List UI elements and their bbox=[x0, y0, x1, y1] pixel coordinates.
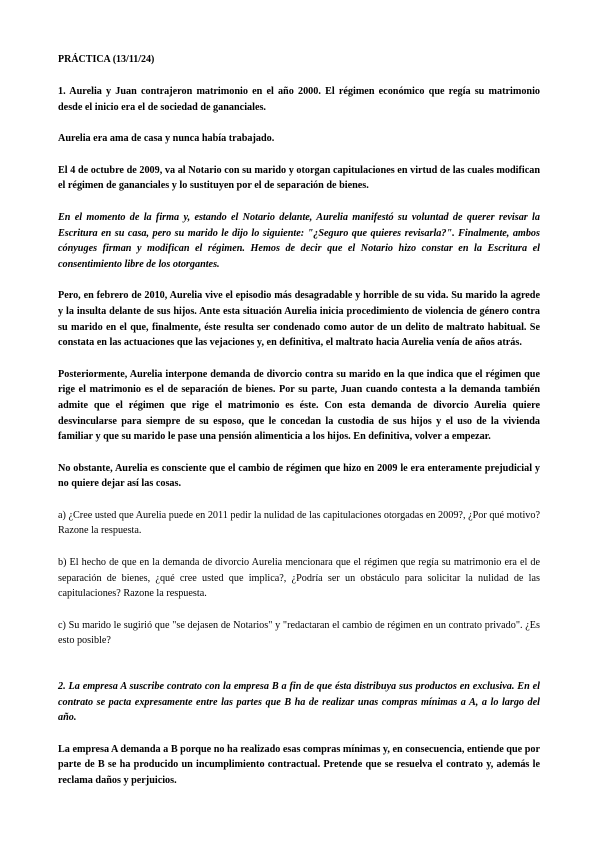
q1-paragraph-5: Pero, en febrero de 2010, Aurelia vive el episodio más desagradable y horrible de su vida. Su marido la agrede y la insulta delante de sus hijos. Ante esta situación Aurelia inicia procedimiento de violencia de género contra su marido en el que, finalmente, éste resulta ser condenado como autor de un delito de maltrato habitual. Se constata en las actuaciones que las vejaciones y, en definitiva, el maltrato hacia Aurelia venía de años atrás. bbox=[58, 290, 540, 349]
q1-paragraph-3: El 4 de octubre de 2009, va al Notario con su marido y otorgan capitulaciones en virtud de las cuales modifican el régimen de gananciales y lo sustituyen por el de separación de bienes. bbox=[58, 164, 540, 192]
q2-intro: 2. La empresa A suscribe contrato con la empresa B a fin de que ésta distribuya sus productos en exclusiva. En el contrato se pacta expresamente entre las partes que B ha de realizar unas compras mínimas a A, a lo largo del año. bbox=[58, 681, 540, 724]
q1-paragraph-7: No obstante, Aurelia es consciente que el cambio de régimen que hizo en 2009 le era enteramente prejudicial y no quiere dejar así las cosas. bbox=[58, 462, 540, 490]
question-b: b) El hecho de que en la demanda de divorcio Aurelia mencionara que el régimen que regía su matrimonio era el de separación de bienes, ¿qué cree usted que implica?, ¿Podría ser un obstáculo para solicitar la nulidad de las capitulaciones? Razone la respuesta. bbox=[58, 557, 540, 600]
question-c: c) Su marido le sugirió que "se dejasen de Notarios" y "redactaran el cambio de régimen en un contrato privado". ¿Es esto posible? bbox=[58, 619, 540, 647]
question-a: a) ¿Cree usted que Aurelia puede en 2011 pedir la nulidad de las capitulaciones otorgadas en 2009?, ¿Por qué motivo? Razone la respuesta. bbox=[58, 509, 540, 537]
q1-intro: 1. Aurelia y Juan contrajeron matrimonio en el año 2000. El régimen económico que regía su matrimonio desde el inicio era el de sociedad de gananciales. bbox=[58, 86, 540, 113]
q1-paragraph-4: En el momento de la firma y, estando el Notario delante, Aurelia manifestó su voluntad de querer revisar la Escritura en su casa, pero su marido le dijo lo siguiente: "¿Seguro que quieres revisarla?". Finalmente, ambos cónyuges firman y modifican el régimen. Hemos de decir que el Notario hizo constar en la Escritura el consentimiento libre de los otorgantes. bbox=[58, 211, 540, 270]
document-title: PRÁCTICA (13/11/24) bbox=[58, 54, 155, 65]
q1-paragraph-6: Posteriormente, Aurelia interpone demanda de divorcio contra su marido en la que indica que el régimen que rige el matrimonio es el de separación de bienes. Por su parte, Juan cuando contesta a la demanda también admite que el régimen que rige el matrimonio es éste. Con esta demanda de divorcio Aurelia quiere desvincularse para siempre de su esposo, que le concedan la custodia de sus hijos y el uso de la vivienda familiar y que su marido le pase una pensión alimenticia a los hijos. En definitiva, volver a empezar. bbox=[58, 368, 540, 443]
q1-paragraph-2: Aurelia era ama de casa y nunca había trabajado. bbox=[58, 133, 275, 145]
q2-paragraph-2: La empresa A demanda a B porque no ha realizado esas compras mínimas y, en consecuencia, entiende que por parte de B se ha producido un incumplimiento contractual. Pretende que se resuelva el contrato y, además le reclama daños y perjuicios. bbox=[58, 743, 540, 786]
